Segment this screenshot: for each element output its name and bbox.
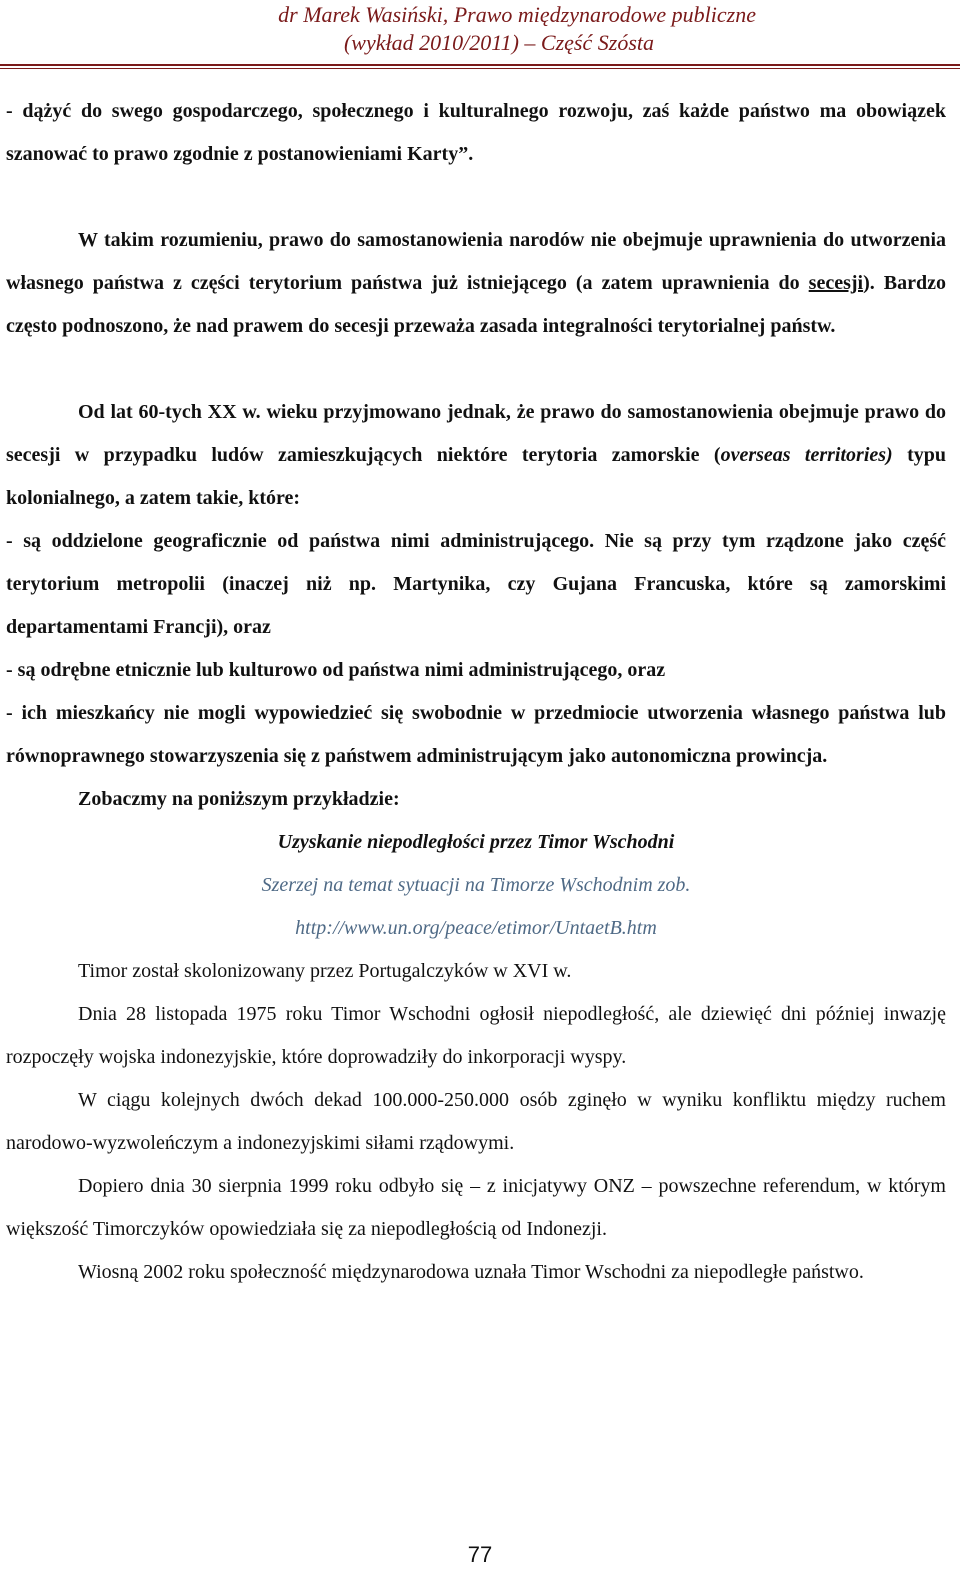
paragraph-secession-text-b: ). Bardzo często podnoszono, że nad prawem do secesji przeważa zasada integralności terytorialnej państw. bbox=[6, 272, 946, 337]
paragraph-secession-definition bbox=[6, 219, 946, 348]
secesji-underlined: secesji bbox=[808, 272, 864, 294]
paragraph-referendum-1999: Dopiero dnia 30 sierpnia 1999 roku odbyło się – z inicjatywy ONZ – powszechne referendum, w którym większość Timorczyków opowiedziała się za niepodległością od Indonezji. bbox=[6, 1175, 946, 1240]
page-number: 77 bbox=[467, 1542, 493, 1567]
criterion-self-determination: - ich mieszkańcy nie mogli wypowiedzieć się swobodnie w przedmiocie utworzenia własnego państwa lub równoprawnego stowarzyszenia się z państwem administrującym jako autonomiczna prowincja. bbox=[6, 702, 946, 767]
paragraph-overseas-territories bbox=[6, 391, 946, 520]
overseas-territories-italic: overseas territories) bbox=[720, 444, 893, 466]
paragraph-colonization: Timor został skolonizowany przez Portugalczyków w XVI w. bbox=[78, 960, 572, 982]
example-intro: Zobaczmy na poniższym przykładzie: bbox=[78, 788, 400, 810]
paragraph-conflict: W ciągu kolejnych dwóch dekad 100.000-250.000 osób zginęło w wyniku konfliktu między ruchem narodowo-wyzwoleńczym a indonezyjskimi siłami rządowymi. bbox=[6, 1089, 946, 1154]
header-lecture-part: (wykład 2010/2011) – Część Szósta bbox=[343, 30, 654, 55]
paragraph-secession-text-a: W takim rozumieniu, prawo do samostanowienia narodów nie obejmuje uprawnienia do utworzenia własnego państwa z części terytorium państwa już istniejącego (a zatem uprawnienia do bbox=[6, 229, 946, 294]
criterion-geographic: - są oddzielone geograficznie od państwa nimi administrującego. Nie są przy tym rządzone jako część terytorium metropolii (inaczej niż np. Martynika, czy Gujana Francuska, które są zamorskimi departamentami Francji), oraz bbox=[6, 530, 946, 638]
reference-link[interactable]: http://www.un.org/peace/etimor/UntaetB.htm bbox=[295, 917, 657, 939]
header-rule-thin bbox=[0, 68, 960, 69]
paragraph-recognition-2002: Wiosną 2002 roku społeczność międzynarodowa uznała Timor Wschodni za niepodległe państwo. bbox=[78, 1261, 864, 1283]
header-rule bbox=[0, 64, 960, 66]
section-title-east-timor: Uzyskanie niepodległości przez Timor Wschodni bbox=[277, 831, 675, 853]
paragraph-overseas-text-b: typu kolonialnego, a zatem takie, które: bbox=[6, 444, 947, 509]
reference-note: Szerzej na temat sytuacji na Timorze Wschodnim zob. bbox=[261, 874, 691, 896]
criterion-ethnic: - są odrębne etnicznie lub kulturowo od państwa nimi administrującego, oraz bbox=[6, 659, 666, 681]
paragraph-independence-1975: Dnia 28 listopada 1975 roku Timor Wschodni ogłosił niepodległość, ale dziewięć dni później inwazję rozpoczęły wojska indonezyjskie, które doprowadziły do inkorporacji wyspy. bbox=[6, 1003, 946, 1068]
page-header bbox=[0, 0, 960, 72]
header-author-title: dr Marek Wasiński, Prawo międzynarodowe publiczne bbox=[278, 2, 756, 27]
paragraph-charter-quote: - dążyć do swego gospodarczego, społecznego i kulturalnego rozwoju, zaś każde państwo ma obowiązek szanować to prawo zgodnie z postanowieniami Karty”. bbox=[6, 100, 946, 165]
document-body bbox=[6, 90, 946, 1294]
paragraph-overseas-text-a: Od lat 60-tych XX w. wieku przyjmowano jednak, że prawo do samostanowienia obejmuje prawo do secesji w przypadku ludów zamieszkujących niektóre terytoria zamorskie ( bbox=[6, 401, 946, 466]
